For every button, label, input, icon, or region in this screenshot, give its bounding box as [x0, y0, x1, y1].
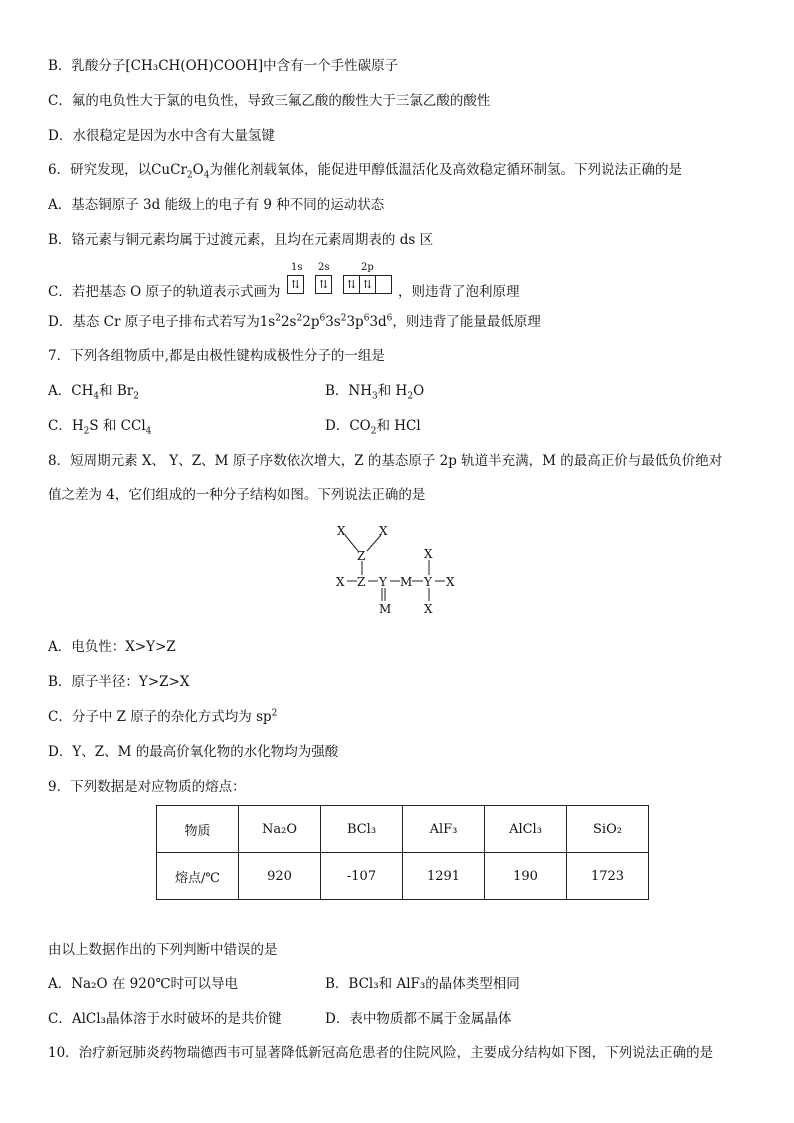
- table-cell: 1291: [403, 853, 485, 900]
- atom-x-upper: X: [424, 547, 433, 561]
- q7-option-d: D．$CO_2$和 HCl: [325, 418, 421, 437]
- table-cell: 熔点/℃: [157, 853, 239, 900]
- q7-stem: 7．下列各组物质中,都是由极性键构成极性分子的一组是: [48, 348, 385, 364]
- orbital-box-2p-3: [375, 275, 392, 294]
- q6-option-b: B．铬元素与铜元素均属于过渡元素，且均在元素周期表的 ds 区: [48, 232, 434, 248]
- melting-point-table: [156, 805, 649, 900]
- q6-option-a: A．基态铜原子 3d 能级上的电子有 9 种不同的运动状态: [48, 197, 385, 213]
- q6-option-c-tail: ，则违背了泡利原理: [398, 284, 520, 300]
- orbital-label-1s: 1s: [291, 262, 303, 273]
- orbital-box-2p-2: ⇅: [359, 275, 376, 294]
- table-cell: 190: [485, 853, 567, 900]
- q8-option-d: D．Y、Z、M 的最高价氧化物的水化物均为强酸: [48, 744, 339, 760]
- q8-option-b: B．原子半径：Y>Z>X: [48, 674, 190, 690]
- atom-y-right: Y: [424, 575, 432, 589]
- q9-stem: 9．下列数据是对应物质的熔点：: [48, 779, 246, 795]
- q10-stem: 10．治疗新冠肺炎药物瑞德西韦可显著降低新冠高危患者的住院风险，主要成分结构如下图，下列说法正确的是: [48, 1045, 714, 1061]
- orbital-box-2s: ⇅: [315, 275, 332, 294]
- table-row-substance: [157, 806, 649, 853]
- table-cell: -107: [321, 853, 403, 900]
- table-cell: 1723: [567, 853, 649, 900]
- orbital-label-2p: 2p: [361, 262, 374, 273]
- table-cell: BCl₃: [321, 806, 403, 853]
- q8-stem-line2: 值之差为 4，它们组成的一种分子结构如图。下列说法正确的是: [48, 487, 426, 503]
- q8-option-a: A．电负性：X>Y>Z: [48, 639, 176, 655]
- atom-z-top: Z: [357, 549, 366, 563]
- q9-option-b: B．BCl₃和 AlF₃的晶体类型相同: [325, 976, 520, 992]
- table-cell: AlF₃: [403, 806, 485, 853]
- q5-option-d: D．水很稳定是因为水中含有大量氢键: [48, 128, 275, 144]
- table-cell: Na₂O: [239, 806, 321, 853]
- q9-option-c: C．AlCl₃晶体溶于水时破坏的是共价键: [48, 1011, 282, 1027]
- q8-stem-line1: 8．短周期元素 X、 Y、Z、M 原子序数依次增大，Z 的基态原子 2p 轨道半充满，M 的最高正价与最低负价绝对: [48, 453, 723, 469]
- molecular-structure: [325, 518, 465, 618]
- table-cell: SiO₂: [567, 806, 649, 853]
- q7-option-a: A．$CH_4$和 $Br_2$: [48, 383, 139, 402]
- q9-option-a: A．Na₂O 在 920℃时可以导电: [48, 976, 239, 992]
- atom-x-top-right: X: [379, 524, 388, 538]
- q7-option-b: B．$NH_3$和 $H_2O$: [325, 383, 425, 402]
- q6-option-d: D．基态 Cr 原子电子排布式若写为$1s^22s^22p^63s^23p^63d^6$，则违背了能量最低原理: [48, 313, 541, 330]
- orbital-label-2s: 2s: [318, 262, 330, 273]
- table-cell: AlCl₃: [485, 806, 567, 853]
- atom-x-right: X: [446, 575, 455, 589]
- atom-x-top-left: X: [337, 524, 346, 538]
- q8-option-c: C．分子中 Z 原子的杂化方式均为 $sp^2$: [48, 708, 278, 725]
- atom-m-center: M: [400, 575, 413, 589]
- table-cell: 物质: [157, 806, 239, 853]
- q5-option-c: C．氟的电负性大于氯的电负性，导致三氟乙酸的酸性大于三氯乙酸的酸性: [48, 93, 491, 109]
- q9-lead: 由以上数据作出的下列判断中错误的是: [48, 942, 278, 958]
- table-row-melting-point: [157, 853, 649, 900]
- q6-option-c: C．若把基态 O 原子的轨道表示式画为: [48, 284, 281, 300]
- atom-m-bottom: M: [379, 602, 392, 616]
- q7-option-c: C．$H_2S$ 和 CCl$_4$: [48, 418, 152, 437]
- atom-y-left: Y: [379, 575, 387, 589]
- q6-stem: 6．研究发现，以$CuCr_2O_4$为催化剂载氧体，能促进甲醇低温活化及高效稳定循环制氢。下列说法正确的是: [48, 162, 682, 181]
- orbital-diagram: [287, 275, 391, 294]
- table-cell: 920: [239, 853, 321, 900]
- atom-x-left: X: [336, 575, 345, 589]
- orbital-box-2p-1: ⇅: [343, 275, 360, 294]
- q5-option-b: B．乳酸分子[CH₃CH(OH)COOH]中含有一个手性碳原子: [48, 58, 399, 74]
- atom-z-center: Z: [357, 575, 366, 589]
- orbital-box-1s: ⇅: [287, 275, 304, 294]
- atom-x-bottom: X: [424, 602, 433, 616]
- q9-option-d: D．表中物质都不属于金属晶体: [325, 1011, 512, 1027]
